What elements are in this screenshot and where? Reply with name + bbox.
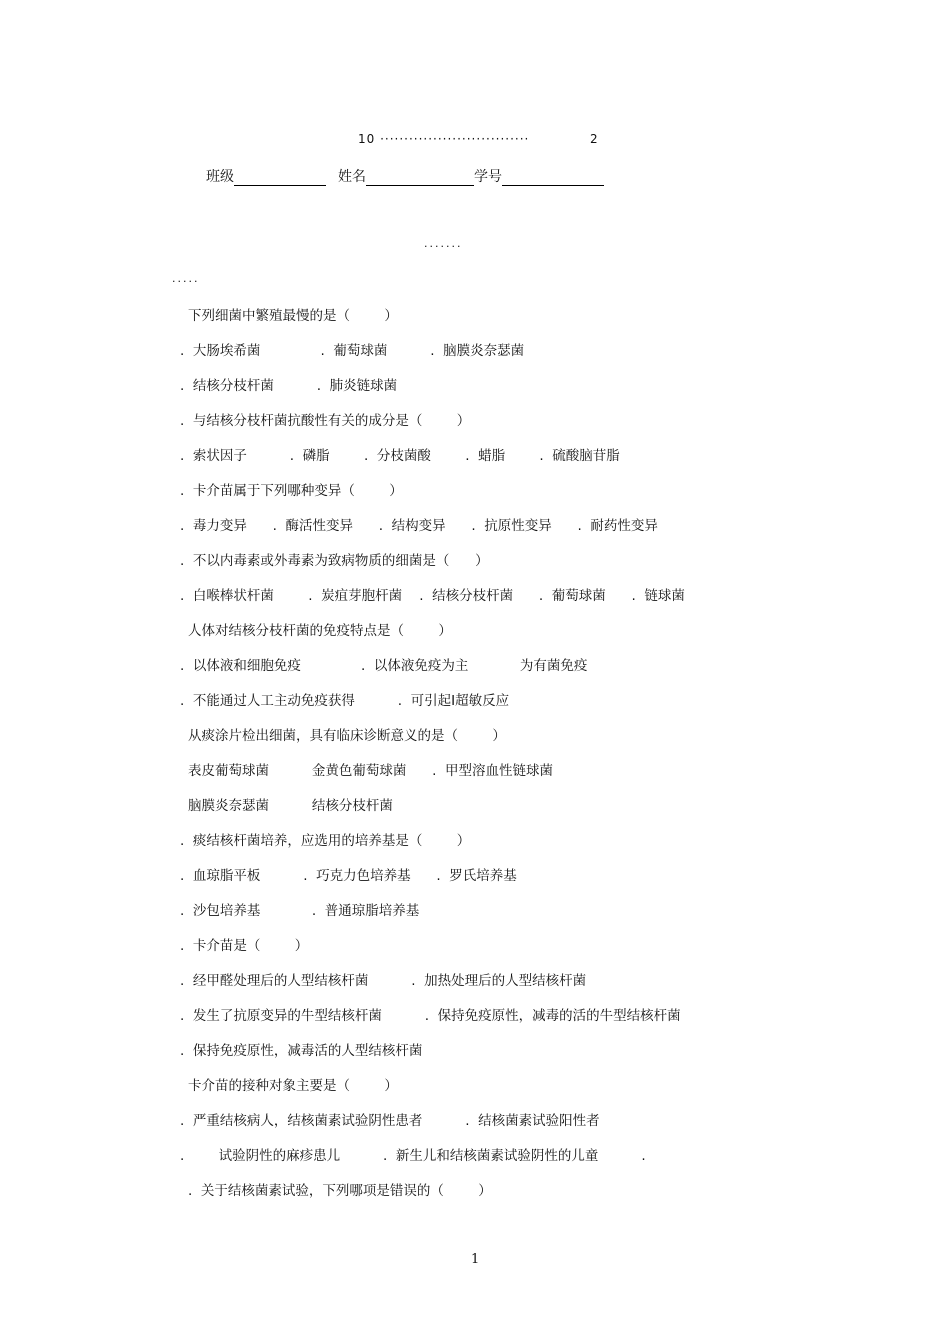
class-blank[interactable] [234, 171, 326, 186]
option-line: . 白喉棒状杆菌 . 炭疽芽胞杆菌 . 结核分枝杆菌 . 葡萄球菌 . 链球菌 [180, 588, 685, 604]
class-label: 班级 [206, 169, 234, 185]
option-line: . 试验阴性的麻疹患儿 . 新生儿和结核菌素试验阴性的儿童 . [180, 1148, 646, 1164]
question-line: 下列细菌中繁殖最慢的是（ ） [188, 308, 398, 324]
id-blank[interactable] [502, 171, 604, 186]
option-line: 脑膜炎奈瑟菌 结核分枝杆菌 [188, 798, 393, 814]
page-number: 1 [471, 1252, 480, 1267]
option-line: . 结核分枝杆菌 . 肺炎链球菌 [180, 378, 398, 394]
option-line: . 大肠埃希菌 . 葡萄球菌 . 脑膜炎奈瑟菌 [180, 343, 525, 359]
name-label: 姓名 [338, 169, 366, 185]
option-line: . 不能通过人工主动免疫获得 . 可引起Ⅰ超敏反应 [180, 693, 510, 709]
question-line: . 关于结核菌素试验，下列哪项是错误的（ ） [188, 1183, 492, 1199]
option-line: . 以体液和细胞免疫 . 以体液免疫为主 为有菌免疫 [180, 658, 588, 674]
page-title: 10 ······························· [358, 132, 530, 146]
name-field [338, 166, 474, 186]
question-line: . 卡介苗属于下列哪种变异（ ） [180, 483, 403, 499]
id-field [474, 166, 604, 186]
option-line: . 严重结核病人，结核菌素试验阴性患者 . 结核菌素试验阳性者 [180, 1113, 600, 1129]
option-line: . 保持免疫原性，减毒活的人型结核杆菌 [180, 1043, 423, 1059]
question-line: . 不以内毒素或外毒素为致病物质的细菌是（ ） [180, 553, 489, 569]
option-line: . 发生了抗原变异的牛型结核杆菌 . 保持免疫原性，减毒的活的牛型结核杆菌 [180, 1008, 681, 1024]
question-line: . 痰结核杆菌培养，应选用的培养基是（ ） [180, 833, 471, 849]
question-line: . 卡介苗是（ ） [180, 938, 309, 954]
id-label: 学号 [474, 169, 502, 185]
question-line: 人体对结核分枝杆菌的免疫特点是（ ） [188, 623, 452, 639]
name-blank[interactable] [366, 171, 474, 186]
option-line: . 经甲醛处理后的人型结核杆菌 . 加热处理后的人型结核杆菌 [180, 973, 587, 989]
subsection-title: ····· [172, 275, 200, 288]
option-line: . 血琼脂平板 . 巧克力色培养基 . 罗氏培养基 [180, 868, 517, 884]
option-line: . 沙包培养基 . 普通琼脂培养基 [180, 903, 420, 919]
section-title: ······· [424, 240, 463, 253]
question-line: . 与结核分枝杆菌抗酸性有关的成分是（ ） [180, 413, 471, 429]
title-number: 2 [590, 132, 598, 146]
option-line: 表皮葡萄球菌 金黄色葡萄球菌 . 甲型溶血性链球菌 [188, 763, 554, 779]
option-line: . 索状因子 . 磷脂 . 分枝菌酸 . 蜡脂 . 硫酸脑苷脂 [180, 448, 620, 464]
class-field [206, 166, 326, 186]
question-line: 从痰涂片检出细菌，具有临床诊断意义的是（ ） [188, 728, 506, 744]
option-line: . 毒力变异 . 酶活性变异 . 结构变异 . 抗原性变异 . 耐药性变异 [180, 518, 658, 534]
question-line: 卡介苗的接种对象主要是（ ） [188, 1078, 398, 1094]
